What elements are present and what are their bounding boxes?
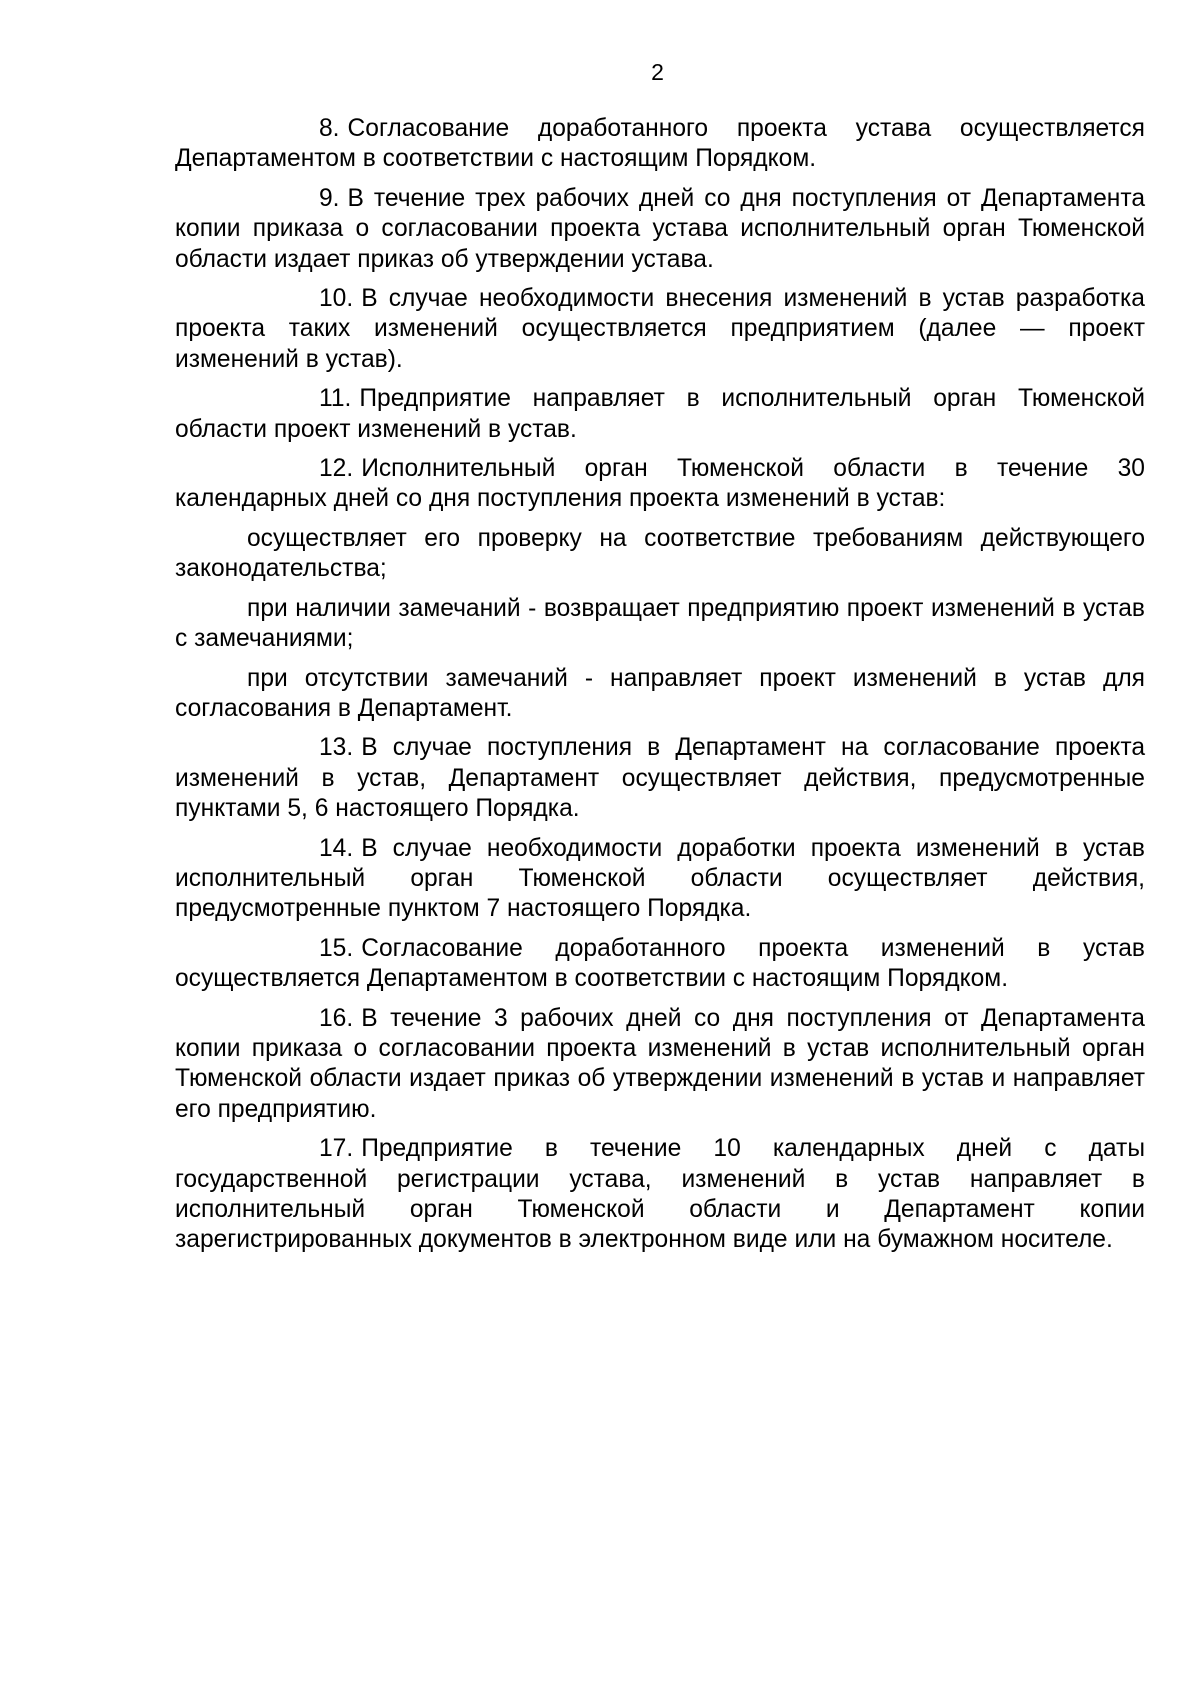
paragraph-text: Предприятие в течение 10 календарных дней с даты государственной регистрации устава, изменений в устав направляет в исполнительный орган Тюменской области и Департамент копии зарегистрированных документов в электронном виде или на бумажном носителе. xyxy=(175,1135,1145,1254)
paragraph-12 xyxy=(175,454,1145,515)
paragraph-17 xyxy=(175,1134,1145,1256)
paragraph-11 xyxy=(175,384,1145,445)
paragraph-14 xyxy=(175,834,1145,925)
paragraph-text: В случае необходимости внесения изменений в устав разработка проекта таких изменений осуществляется предприятием (далее — проект изменений в устав). xyxy=(175,285,1145,373)
paragraph-text: В течение 3 рабочих дней со дня поступления от Департамента копии приказа о согласовании проекта изменений в устав исполнительный орган Тюменской области издает приказ об утверждении изменений в устав и направляет его предприятию. xyxy=(175,1004,1145,1123)
paragraph-text: при наличии замечаний - возвращает предприятию проект изменений в устав с замечаниями; xyxy=(175,594,1145,653)
paragraph-13 xyxy=(175,733,1145,824)
paragraph-12-item-1 xyxy=(175,524,1145,585)
paragraph-number: 14. xyxy=(319,834,354,862)
paragraph-text: осуществляет его проверку на соответствие требованиям действующего законодательства; xyxy=(175,524,1145,583)
paragraph-9 xyxy=(175,184,1145,275)
paragraph-8 xyxy=(175,114,1145,175)
paragraph-text: Согласование доработанного проекта изменений в устав осуществляется Департаментом в соответствии с настоящим Порядком. xyxy=(175,934,1145,993)
paragraph-number: 10. xyxy=(319,285,354,313)
paragraph-12-item-3 xyxy=(175,664,1145,725)
document-body xyxy=(175,114,1145,1265)
page-number: 2 xyxy=(651,59,664,85)
paragraph-number: 16. xyxy=(319,1004,354,1032)
paragraph-number: 9. xyxy=(319,184,340,212)
paragraph-number: 11. xyxy=(319,385,352,413)
paragraph-16 xyxy=(175,1004,1145,1126)
paragraph-number: 15. xyxy=(319,934,354,962)
paragraph-text: В случае поступления в Департамент на согласование проекта изменений в устав, Департамент осуществляет действия, предусмотренные пунктами 5, 6 настоящего Порядка. xyxy=(175,734,1145,823)
paragraph-number: 17. xyxy=(319,1135,354,1163)
paragraph-text: Исполнительный орган Тюменской области в течение 30 календарных дней со дня поступления проекта изменений в устав: xyxy=(175,455,1145,513)
paragraph-number: 12. xyxy=(319,455,354,483)
paragraph-text: Предприятие направляет в исполнительный орган Тюменской области проект изменений в устав. xyxy=(175,385,1145,443)
paragraph-text: В случае необходимости доработки проекта изменений в устав исполнительный орган Тюменской области осуществляет действия, предусмотренные пунктом 7 настоящего Порядка. xyxy=(175,834,1145,923)
paragraph-12-item-2 xyxy=(175,594,1145,655)
paragraph-text: Согласование доработанного проекта устава осуществляется Департаментом в соответствии с настоящим Порядком. xyxy=(175,115,1145,173)
paragraph-15 xyxy=(175,934,1145,995)
paragraph-number: 8. xyxy=(319,115,340,142)
paragraph-10 xyxy=(175,284,1145,375)
paragraph-text: В течение трех рабочих дней со дня поступления от Департамента копии приказа о согласовании проекта устава исполнительный орган Тюменской области издает приказ об утверждении устава. xyxy=(175,184,1145,273)
paragraph-text: при отсутствии замечаний - направляет проект изменений в устав для согласования в Департамент. xyxy=(175,664,1145,722)
paragraph-number: 13. xyxy=(319,734,354,762)
